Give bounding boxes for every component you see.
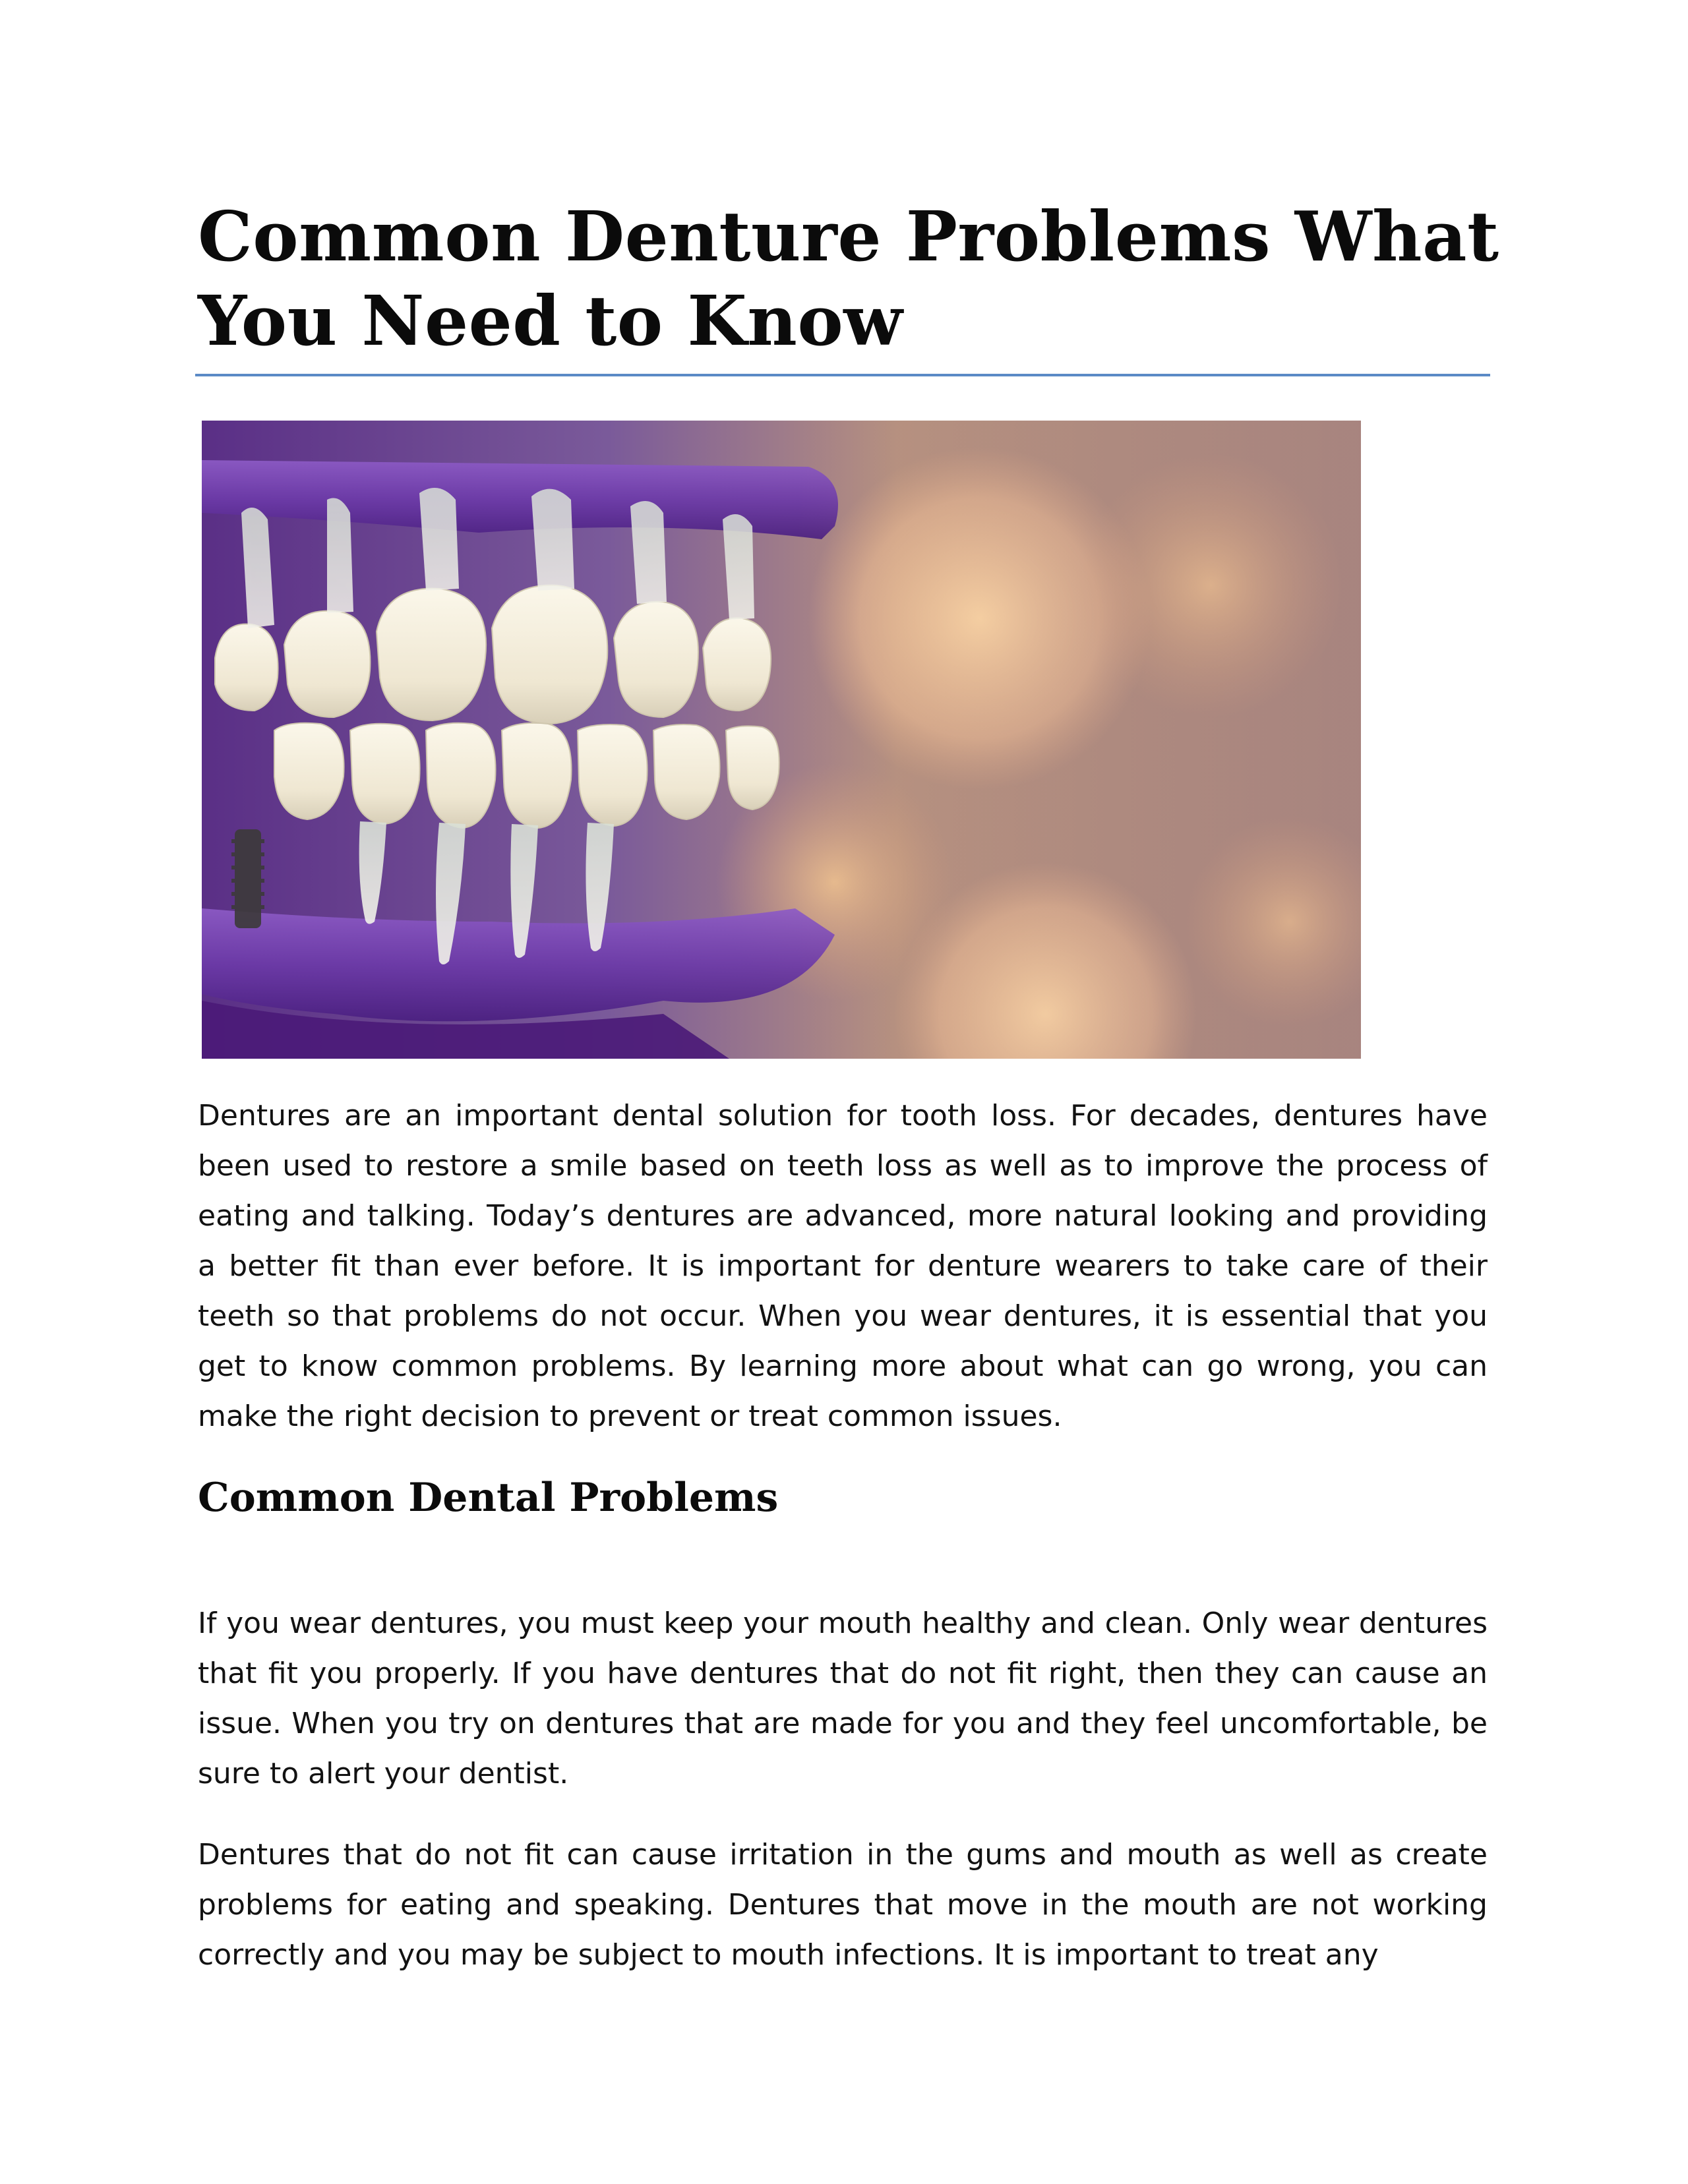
section-paragraph-2: Dentures that do not fit can cause irritation in the gums and mouth as well as create problems for eating and speaking. Dentures that move in the mouth are not working correctly and you may be subject to mouth infections. It is important to treat any bbox=[198, 1838, 1488, 1972]
title-underline-divider bbox=[195, 374, 1490, 376]
intro-paragraph: Dentures are an important dental solution for tooth loss. For decades, dentures have been used to restore a smile based on teeth loss as well as to improve the process of eating and talking. Today’s dentures are advanced, more natural looking and providing a better fit than ever before. It is important for denture wearers to take care of their teeth so that problems do not occur. When you wear dentures, it is essential that you get to know common problems. By learning more about what can go wrong, you can make the right decision to prevent or treat common issues. bbox=[198, 1099, 1488, 1433]
dentures-photo bbox=[202, 421, 1361, 1059]
section-heading: Common Dental Problems bbox=[198, 1475, 779, 1521]
section-paragraph-1: If you wear dentures, you must keep your mouth healthy and clean. Only wear dentures that fit you properly. If you have dentures that do not fit right, then they can cause an issue. When you try on dentures that are made for you and they feel uncomfortable, be sure to alert your dentist. bbox=[198, 1607, 1488, 1790]
document-title: Common Denture Problems What You Need to Know bbox=[198, 196, 1499, 361]
